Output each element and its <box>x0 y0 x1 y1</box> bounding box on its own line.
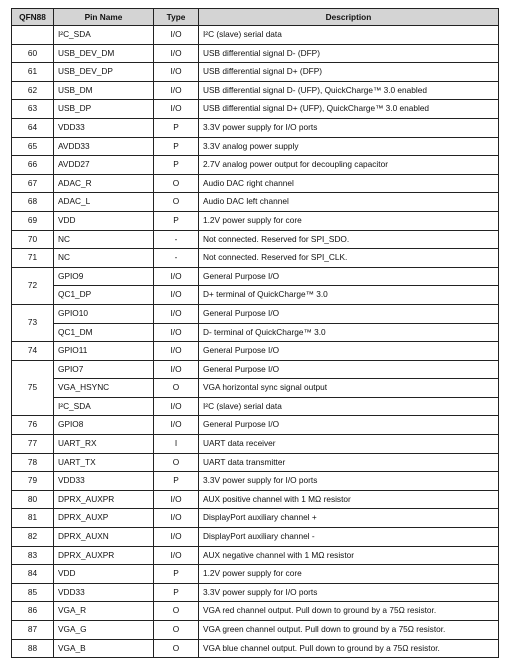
table-row <box>12 81 499 100</box>
qfn-pin-number: 70 <box>12 230 54 249</box>
pin-description-cell: Audio DAC left channel <box>199 193 499 212</box>
pin-name-cell: USB_DEV_DP <box>54 63 154 82</box>
qfn-pin-number: 65 <box>12 137 54 156</box>
qfn-pin-number: 71 <box>12 249 54 268</box>
pin-description-cell: VGA red channel output. Pull down to ground by a 75Ω resistor. <box>199 602 499 621</box>
table-row <box>12 621 499 640</box>
pin-description-cell: USB differential signal D+ (UFP), QuickCharge™ 3.0 enabled <box>199 100 499 119</box>
pin-type-cell: I/O <box>154 63 199 82</box>
pin-description-cell: 3.3V analog power supply <box>199 137 499 156</box>
pin-name-cell: NC <box>54 230 154 249</box>
table-row <box>12 360 499 379</box>
table-row <box>12 397 499 416</box>
pin-description-cell: DisplayPort auxiliary channel + <box>199 509 499 528</box>
qfn-pin-number: 72 <box>12 267 54 304</box>
pin-type-cell: P <box>154 211 199 230</box>
qfn-pin-number: 87 <box>12 621 54 640</box>
pin-type-cell: I/O <box>154 509 199 528</box>
pin-description-cell: AUX positive channel with 1 MΩ resistor <box>199 490 499 509</box>
pin-description-cell: 1.2V power supply for core <box>199 565 499 584</box>
qfn-pin-number: 80 <box>12 490 54 509</box>
pin-description-cell: UART data receiver <box>199 435 499 454</box>
pin-description-cell: D+ terminal of QuickCharge™ 3.0 <box>199 286 499 305</box>
pin-description-cell: USB differential signal D+ (DFP) <box>199 63 499 82</box>
qfn-pin-number: 74 <box>12 342 54 361</box>
header-description: Description <box>199 9 499 26</box>
header-qfn: QFN88 <box>12 9 54 26</box>
table-row <box>12 63 499 82</box>
table-row <box>12 26 499 45</box>
pin-type-cell: I/O <box>154 81 199 100</box>
qfn-pin-number: 60 <box>12 44 54 63</box>
pin-name-cell: NC <box>54 249 154 268</box>
pin-name-cell: VDD33 <box>54 118 154 137</box>
pin-type-cell: I/O <box>154 267 199 286</box>
qfn-pin-number: 88 <box>12 639 54 658</box>
table-row <box>12 304 499 323</box>
qfn-pin-number: 86 <box>12 602 54 621</box>
pin-type-cell: I/O <box>154 304 199 323</box>
pin-type-cell: I/O <box>154 360 199 379</box>
pin-description-cell: 3.3V power supply for I/O ports <box>199 472 499 491</box>
table-row <box>12 453 499 472</box>
pin-type-cell: I <box>154 435 199 454</box>
pin-name-cell: VGA_G <box>54 621 154 640</box>
qfn-pin-number: 85 <box>12 583 54 602</box>
header-pin-name: Pin Name <box>54 9 154 26</box>
pin-table-header <box>12 9 499 26</box>
pin-type-cell: I/O <box>154 100 199 119</box>
table-row <box>12 435 499 454</box>
pin-type-cell: I/O <box>154 44 199 63</box>
qfn-pin-number: 79 <box>12 472 54 491</box>
qfn-pin-number: 67 <box>12 174 54 193</box>
qfn-pin-number: 66 <box>12 156 54 175</box>
table-row <box>12 583 499 602</box>
pin-name-cell: VDD33 <box>54 472 154 491</box>
table-row <box>12 323 499 342</box>
table-row <box>12 602 499 621</box>
pin-name-cell: USB_DP <box>54 100 154 119</box>
pin-description-cell: D- terminal of QuickCharge™ 3.0 <box>199 323 499 342</box>
pin-description-cell: General Purpose I/O <box>199 304 499 323</box>
pin-description-cell: VGA blue channel output. Pull down to ground by a 75Ω resistor. <box>199 639 499 658</box>
pin-description-cell: UART data transmitter <box>199 453 499 472</box>
pin-name-cell: ADAC_R <box>54 174 154 193</box>
pin-type-cell: I/O <box>154 397 199 416</box>
pin-name-cell: GPIO9 <box>54 267 154 286</box>
pin-name-cell: VGA_B <box>54 639 154 658</box>
table-row <box>12 379 499 398</box>
pin-description-cell: Audio DAC right channel <box>199 174 499 193</box>
qfn-pin-number: 81 <box>12 509 54 528</box>
pin-description-cell: DisplayPort auxiliary channel - <box>199 528 499 547</box>
pin-name-cell: GPIO8 <box>54 416 154 435</box>
pin-name-cell: GPIO7 <box>54 360 154 379</box>
qfn-pin-number: 76 <box>12 416 54 435</box>
pin-type-cell: P <box>154 118 199 137</box>
table-row <box>12 565 499 584</box>
pin-name-cell: VGA_HSYNC <box>54 379 154 398</box>
table-row <box>12 249 499 268</box>
header-type: Type <box>154 9 199 26</box>
pin-description-cell: I²C (slave) serial data <box>199 26 499 45</box>
pin-type-cell: - <box>154 249 199 268</box>
pin-table <box>11 8 499 658</box>
table-row <box>12 174 499 193</box>
pin-name-cell: UART_RX <box>54 435 154 454</box>
pin-name-cell: ADAC_L <box>54 193 154 212</box>
table-row <box>12 472 499 491</box>
pin-name-cell: AVDD33 <box>54 137 154 156</box>
pin-name-cell: I²C_SDA <box>54 397 154 416</box>
pin-description-cell: USB differential signal D- (UFP), QuickCharge™ 3.0 enabled <box>199 81 499 100</box>
qfn-pin-number: 73 <box>12 304 54 341</box>
pin-type-cell: I/O <box>154 26 199 45</box>
qfn-pin-number: 78 <box>12 453 54 472</box>
table-row <box>12 44 499 63</box>
table-row <box>12 267 499 286</box>
pin-name-cell: VDD <box>54 211 154 230</box>
pin-description-cell: USB differential signal D- (DFP) <box>199 44 499 63</box>
pin-name-cell: VDD33 <box>54 583 154 602</box>
table-row <box>12 118 499 137</box>
qfn-pin-number: 82 <box>12 528 54 547</box>
header-row <box>12 9 499 26</box>
page-top-strip <box>0 0 510 6</box>
qfn-pin-number: 68 <box>12 193 54 212</box>
pin-name-cell: AVDD27 <box>54 156 154 175</box>
pin-type-cell: I/O <box>154 286 199 305</box>
qfn-pin-number: 84 <box>12 565 54 584</box>
pin-type-cell: P <box>154 137 199 156</box>
pin-name-cell: DPRX_AUXN <box>54 528 154 547</box>
pin-type-cell: I/O <box>154 323 199 342</box>
pin-type-cell: O <box>154 379 199 398</box>
table-row <box>12 342 499 361</box>
pin-name-cell: USB_DEV_DM <box>54 44 154 63</box>
pin-type-cell: P <box>154 472 199 491</box>
pin-name-cell: QC1_DM <box>54 323 154 342</box>
qfn-pin-number: 64 <box>12 118 54 137</box>
pin-description-cell: General Purpose I/O <box>199 342 499 361</box>
pin-description-cell: 3.3V power supply for I/O ports <box>199 583 499 602</box>
pin-name-cell: QC1_DP <box>54 286 154 305</box>
pin-description-cell: Not connected. Reserved for SPI_CLK. <box>199 249 499 268</box>
qfn-pin-number: 75 <box>12 360 54 416</box>
pin-description-cell: VGA green channel output. Pull down to ground by a 75Ω resistor. <box>199 621 499 640</box>
table-row <box>12 639 499 658</box>
pin-name-cell: I²C_SDA <box>54 26 154 45</box>
table-row <box>12 137 499 156</box>
pin-name-cell: USB_DM <box>54 81 154 100</box>
pin-description-cell: 3.3V power supply for I/O ports <box>199 118 499 137</box>
qfn-pin-number: 63 <box>12 100 54 119</box>
table-row <box>12 416 499 435</box>
pin-type-cell: O <box>154 193 199 212</box>
pin-type-cell: - <box>154 230 199 249</box>
qfn-pin-number <box>12 26 54 45</box>
table-row <box>12 546 499 565</box>
qfn-pin-number: 61 <box>12 63 54 82</box>
pin-name-cell: GPIO11 <box>54 342 154 361</box>
qfn-pin-number: 69 <box>12 211 54 230</box>
pin-type-cell: I/O <box>154 546 199 565</box>
qfn-pin-number: 77 <box>12 435 54 454</box>
pin-name-cell: VDD <box>54 565 154 584</box>
pin-name-cell: UART_TX <box>54 453 154 472</box>
pin-type-cell: I/O <box>154 342 199 361</box>
pin-type-cell: P <box>154 156 199 175</box>
pin-type-cell: O <box>154 453 199 472</box>
pin-description-cell: I²C (slave) serial data <box>199 397 499 416</box>
pin-description-cell: General Purpose I/O <box>199 267 499 286</box>
pin-name-cell: DPRX_AUXP <box>54 509 154 528</box>
pin-type-cell: O <box>154 639 199 658</box>
pin-description-cell: VGA horizontal sync signal output <box>199 379 499 398</box>
pin-type-cell: I/O <box>154 528 199 547</box>
qfn-pin-number: 83 <box>12 546 54 565</box>
table-row <box>12 528 499 547</box>
table-row <box>12 490 499 509</box>
table-row <box>12 286 499 305</box>
table-row <box>12 193 499 212</box>
table-row <box>12 230 499 249</box>
pin-description-cell: AUX negative channel with 1 MΩ resistor <box>199 546 499 565</box>
qfn-pin-number: 62 <box>12 81 54 100</box>
table-row <box>12 211 499 230</box>
pin-type-cell: O <box>154 174 199 193</box>
pin-description-cell: 2.7V analog power output for decoupling capacitor <box>199 156 499 175</box>
pin-name-cell: DPRX_AUXPR <box>54 546 154 565</box>
pin-description-cell: General Purpose I/O <box>199 360 499 379</box>
pin-type-cell: I/O <box>154 490 199 509</box>
pin-table-body <box>12 26 499 658</box>
pin-type-cell: O <box>154 621 199 640</box>
pin-name-cell: VGA_R <box>54 602 154 621</box>
table-row <box>12 100 499 119</box>
pin-name-cell: GPIO10 <box>54 304 154 323</box>
pin-type-cell: P <box>154 565 199 584</box>
table-row <box>12 509 499 528</box>
pin-type-cell: P <box>154 583 199 602</box>
pin-name-cell: DPRX_AUXPR <box>54 490 154 509</box>
pin-description-cell: General Purpose I/O <box>199 416 499 435</box>
pin-description-cell: Not connected. Reserved for SPI_SDO. <box>199 230 499 249</box>
pin-type-cell: I/O <box>154 416 199 435</box>
table-row <box>12 156 499 175</box>
pin-type-cell: O <box>154 602 199 621</box>
pin-description-cell: 1.2V power supply for core <box>199 211 499 230</box>
